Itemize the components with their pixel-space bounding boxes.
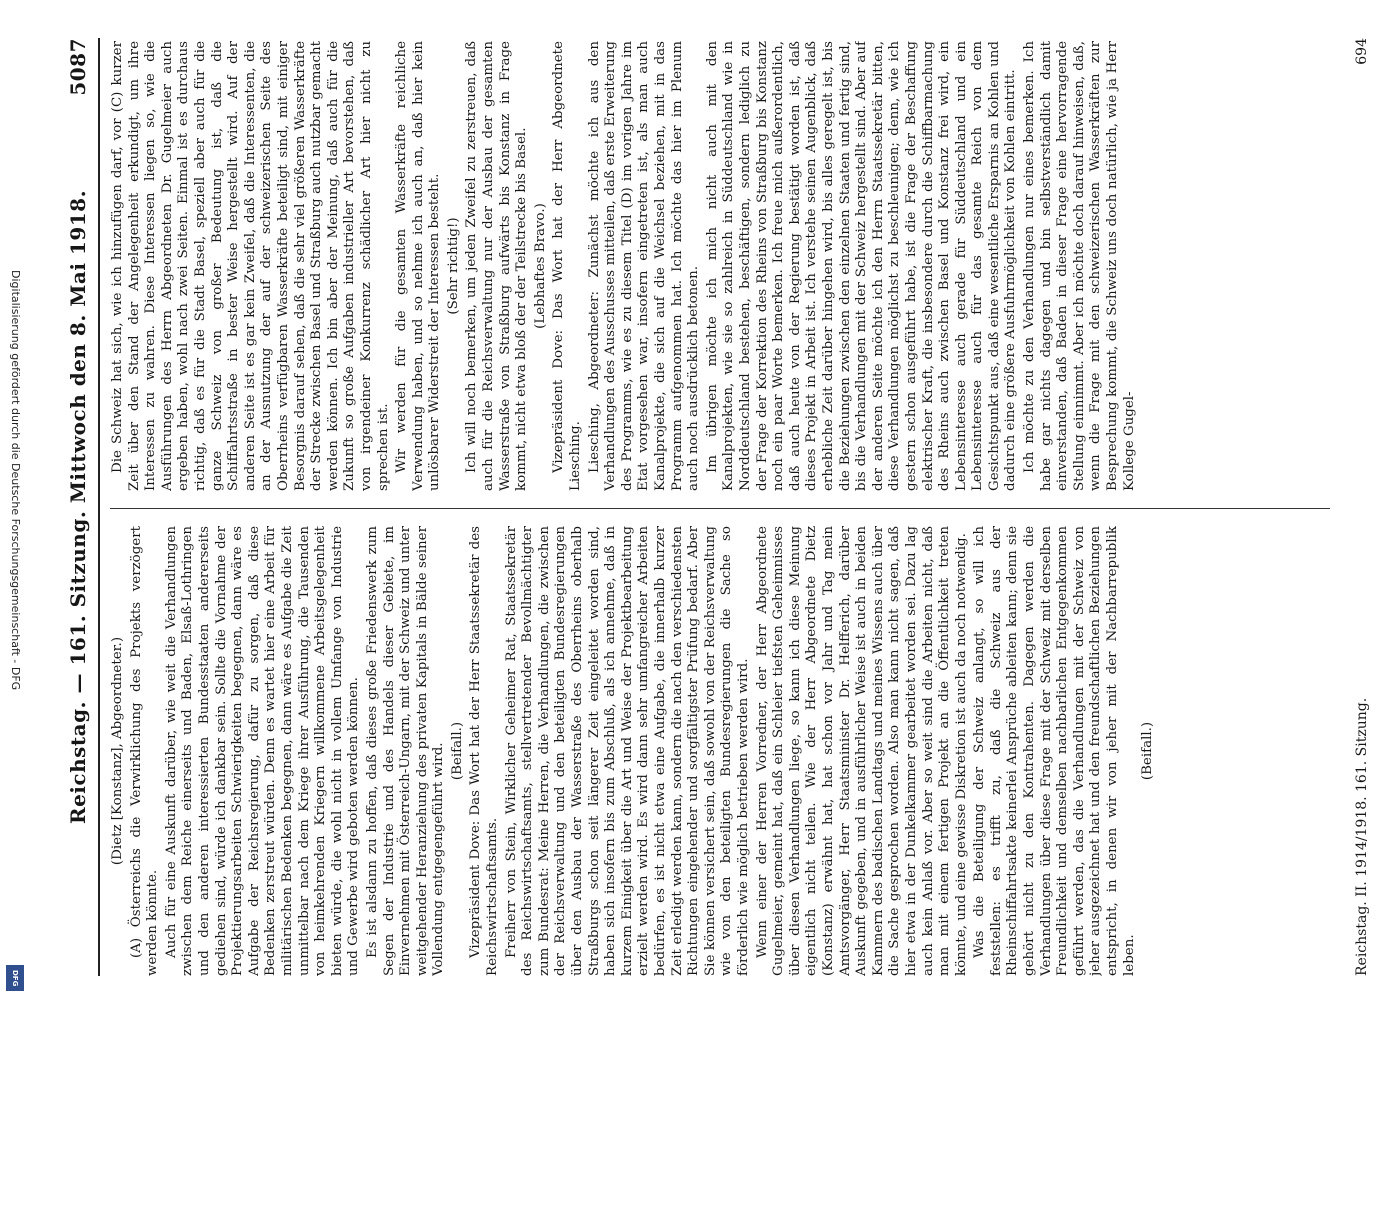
dfg-logo: DFG (6, 965, 24, 991)
paragraph: Was die Beteiligung der Schweiz anlangt, so will ich feststellen: es trifft zu, daß die Schweiz aus der Rheinschiffahrtsakte keinerlei Ansprüche ableiten kann; denn sie gehört nicht zu den Kontrahenten. Dagegen werden die Verhandlungen über diese Frage mit der Schweiz mit derselben Freundlichkeit und demselben nachbarlichen Entgegenkommen geführt werden, das die Verhandlungen mit der Schweiz von jeher ausgezeichnet hat und den freundschaftlichen Beziehungen entspricht, in denen wir von jeher mit der Nachbarrepublik leben. (972, 526, 1137, 976)
paragraph: Es ist alsdann zu hoffen, daß dieses große Friedenswerk zum Segen der Industrie und des Handels dieser Gebiete, im Einvernehmen mit Österreich-Ungarn, mit der Schweiz und unter weitgehender Heranziehung des privaten Kapitals in Bälde seiner Vollendung entgegengeführt wird. (364, 526, 447, 976)
digitization-sidebar (0, 0, 34, 1000)
paragraph: (Beifall.) (1140, 721, 1156, 781)
footer-page-number: 694 (1354, 38, 1370, 65)
paragraph: (Sehr richtig!) (445, 217, 461, 315)
scanned-page (50, 18, 1380, 996)
header-title: Reichstag. — 161. Sitzung. Mittwoch den 8. Mai 1918. (66, 189, 90, 825)
paragraph: Liesching, Abgeordneter: Zunächst möchte ich aus den Verhandlungen des Ausschusses mitteilen, daß erste Erweiterung des Programms, wie es zu diesem Titel (D) im vorigen Jahre im Etat vorgesehen war, insofern eingetreten ist, als man auch Kanalprojekte, die sich auf die Weichsel beziehen, mit in das Programm aufgenommen hat. Ich möchte das hier im Plenum auch noch ausdrücklich betonen. (586, 41, 702, 491)
paragraph: Vizepräsident Dove: Das Wort hat der Herr Staatssekretär des Reichswirtschaftsamts. (468, 526, 501, 976)
page-content (50, 18, 1380, 996)
digitization-note: Digitalisierung gefördert durch die Deutsche Forschungsgemeinschaft - DFG (9, 270, 22, 691)
right-column (110, 41, 1340, 491)
paragraph: Wir werden für die gesamten Wasserkräfte reichliche Verwendung haben, und so nehme ich auch an, daß hier kein unlösbarer Widerstreit der Interessen besteht. (394, 41, 443, 491)
paragraph: Freiherr von Stein, Wirklicher Geheimer Rat, Staatssekretär des Reichswirtschaftsamts, stellvertretender Bevollmächtigter zum Bundesrat: Meine Herren, die Verhandlungen, die zwischen der Reichsverwaltung und den beteiligten Bundesregierungen über den Ausbau der Wasserstraße des Oberrheins oberhalb Straßburgs schon seit längerer Zeit eingeleitet worden sind, haben sich insofern bis zum Abschluß, als ich annehme, daß in kurzem Einigkeit über die Art und Weise der Projektbearbeitung erzielt werden wird. Es wird dann sehr umfangreicher Arbeiten bedürfen, es ist nicht etwa eine Aufgabe, die innerhalb kurzer Zeit erledigt werden kann, sondern die nach den verschiedensten Richtungen eingehender und sorgfältigster Prüfung bedarf. Aber Sie können versichert sein, daß sowohl von der Reichsverwaltung wie von den beteiligten Bundesregierungen die Sache so förderlich wie möglich betrieben werden wird. (503, 526, 751, 976)
footer (1354, 38, 1370, 976)
running-header (58, 38, 100, 976)
page-number: 5087 (66, 38, 90, 96)
paragraph: (Dietz [Konstanz], Abgeordneter.) (110, 636, 125, 866)
paragraph: Im übrigen möchte ich mich nicht auch mit den Kanalprojekten, wie sie so zahlreich in Süddeutschland wie in Norddeutschland bestehen, beschäftigen, sondern lediglich zu der Frage der Korrektion des Rheins von Straßburg bis Konstanz noch ein paar Worte bemerken. Ich freue mich außerordentlich, daß auch heute von der Regierung bestätigt worden ist, daß dieses Projekt in Arbeit ist. Ich verstehe seinen Augenblick, daß erhebliche Zeit darüber hingehen wird, bis alles geregelt ist, bis die Beziehungen zwischen den einzelnen Staaten und fertig sind, bis die Verhandlungen mit der Schweiz hergestellt sind. Aber auf der anderen Seite möchte ich den Herrn Staatssekretär bitten, diese Verhandlungen möglichst zu beschleunigen; denn, wie ich gestern schon ausgeführt habe, ist die Frage der Beschaffung elektrischer Kraft, die insbesondere durch die Schiffbarmachung des Rheins auch zwischen Basel und Konstanz frei wird, ein Lebensinteresse auch gerade für Süddeutschland und ein Lebensinteresse auch für das gesamte Reich von dem Gesichtspunkt aus, daß eine wesentliche Ersparnis an Kohlen und dadurch eine größere Ausfuhrmöglichkeit von Kohlen eintritt. (704, 41, 1019, 491)
paragraph: Wenn einer der Herren Vorredner, der Herr Abgeordnete Gugelmeier, gemeint hat, daß ein Schleier tiefsten Geheimnisses über diesen Verhandlungen liege, so kann ich diese Meinung eigentlich nicht teilen. Wie der Herr Abgeordnete Dietz (Konstanz) erwähnt hat, hat schon vor Jahr und Tag mein Amtsvorgänger, Herr Staatsminister Dr. Helfferich, darüber Auskunft gegeben, und in ausführlicher Weise ist auch in beiden Kammern des badischen Landtags und meines Wissens auch über die Sache gesprochen worden. Also man kann nicht sagen, daß hier etwa in der Dunkelkammer gearbeitet worden sei. Dazu lag auch kein Anlaß vor. Aber so weit sind die Arbeiten nicht, daß man mit einem fertigen Projekt an die Öffentlichkeit treten könnte, und eine gewisse Diskretion ist auch da noch notwendig. (754, 526, 969, 976)
paragraph: (Beifall.) (449, 721, 465, 781)
paragraph: Auch für eine Auskunft darüber, wie weit die Verhandlungen zwischen dem Reiche einerseits und Baden, Elsaß-Lothringen und den anderen interessierten Bundesstaaten andererseits gediehen sind, würde ich dankbar sein. Sollte die Vornahme der Projektierungsarbeiten Schwierigkeiten begegnen, dann wäre es Aufgabe der Reichsregierung, dafür zu sorgen, daß diese Bedenken zerstreut würden. Denn es wartet hier eine Arbeit für militärischen Bedenken begegnen, dann wäre es Aufgabe die Zeit unmittelbar nach dem Kriege ihrer Ausführung, die Tausenden von heimkehrenden Kriegern willkommene Arbeitsgelegenheit bieten würde, die wohl nicht in vollem Umfange von Industrie und Gewerbe wird geboten werden können. (163, 526, 362, 976)
paragraph: (Lebhaftes Bravo.) (532, 203, 548, 329)
paragraph: Ich will noch bemerken, um jeden Zweifel zu zerstreuen, daß auch für die Reichsverwaltung nur der Ausbau der gesamten Wasserstraße von Straßburg aufwärts bis Konstanz in Frage kommt, nicht etwa bloß der der Teilstrecke bis Basel. (464, 41, 530, 491)
left-column (110, 526, 1340, 976)
paragraph: (A) Österreichs die Verwirklichung des Projekts verzögert werden könnte. (128, 526, 161, 976)
paragraph: Vizepräsident Dove: Das Wort hat der Herr Abgeordnete Liesching. (551, 41, 584, 491)
paragraph: Ich möchte zu den Verhandlungen nur eines bemerken. Ich habe gar nichts dagegen und bin selbstverständlich damit einverstanden, daß Baden in dieser Frage eine hervorragende Stellung einnimmt. Aber ich möchte doch darauf hinweisen, daß, wenn die Frage mit den schweizerischen Wasserkräften zur Besprechung kommt, die Schweiz uns doch natürlich, wie ja Herr Kollege Gugel- (1022, 41, 1137, 491)
paragraph: Die Schweiz hat sich, wie ich hinzufügen darf, vor (C) kurzer Zeit über den Stand der Angelegenheit erkundigt, um ihre Interessen zu wahren. Diese Interessen liegen so, wie die Ausführungen des Herrn Abgeordneten Dr. Gugelmeier auch ergeben haben, wohl nach zwei Seiten. Einmal ist es durchaus richtig, daß es für die Stadt Basel, speziell aber auch für die ganze Schweiz von großer Bedeutung ist, daß die Schiffahrtsstraße in bester Weise hergestellt wird. Auf der anderen Seite ist es gar kein Zweifel, daß die Interessenten, die an der Ausnutzung der auf der schweizerischen Seite des Oberrheins verfügbaren Wasserkräfte beteiligt sind, mit einiger Besorgnis darauf sehen, daß die sehr viel größeren Wasserkräfte der Strecke zwischen Basel und Straßburg auch nutzbar gemacht werden können. Ich bin aber der Meinung, daß auch für die Zukunft so große Aufgaben industrieller Art bevorstehen, daß von irgendeiner Konkurrenz schädlicher Art hier nicht zu sprechen ist. (110, 41, 391, 491)
footer-session: Reichstag. II. 1914/1918. 161. Sitzung. (1354, 697, 1370, 976)
column-divider (110, 508, 1330, 509)
